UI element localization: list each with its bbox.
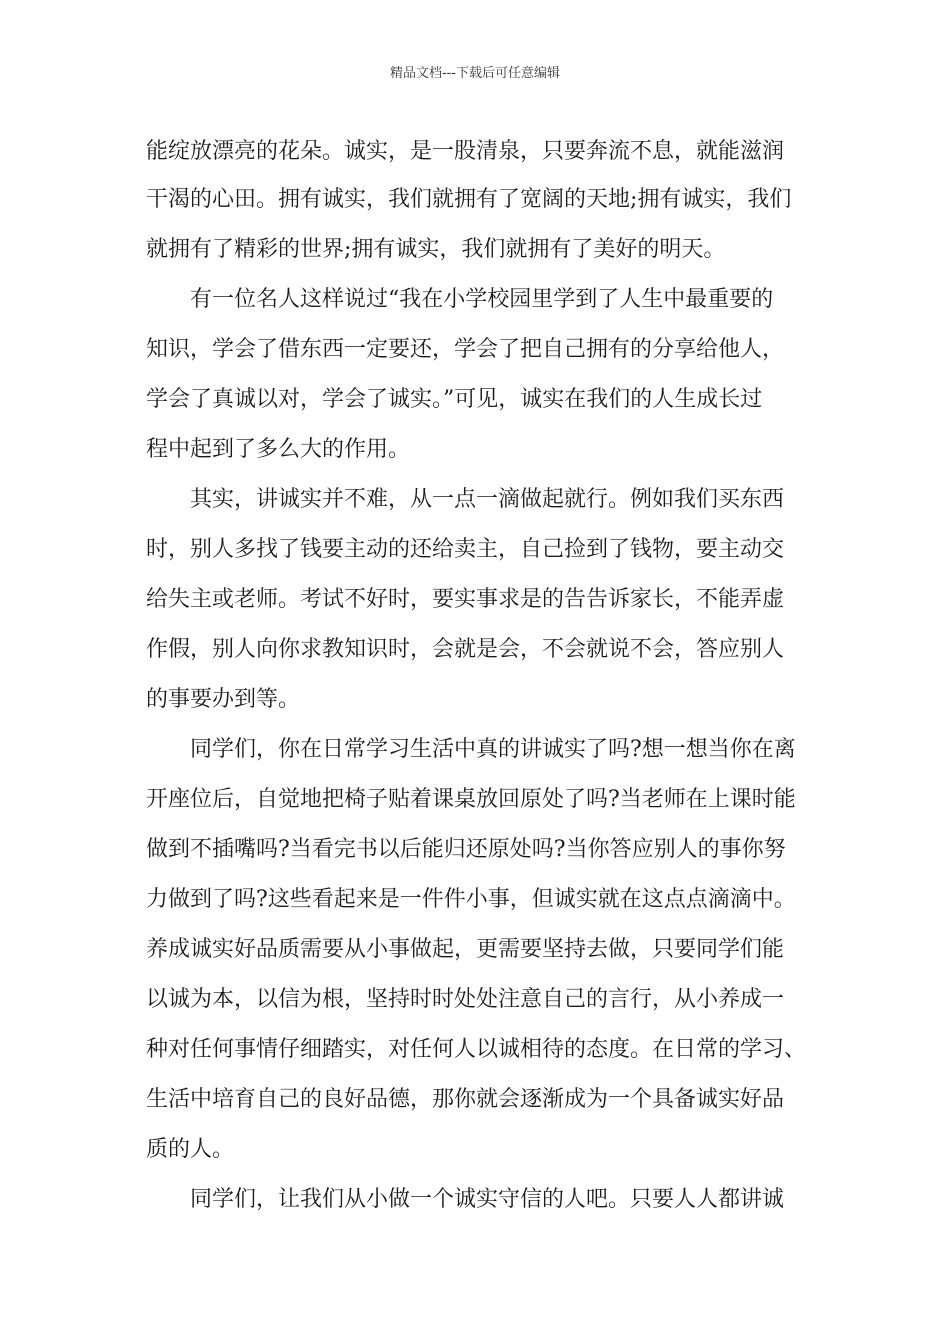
- text-line: 以诚为本，以信为根，坚持时时处处注意自己的言行，从小养成一: [146, 987, 785, 1012]
- text-line: 质的人。: [146, 1137, 235, 1162]
- paragraph-first-line: 有一位名人这样说过“我在小学校园里学到了人生中最重要的: [190, 287, 774, 312]
- text-line: 生活中培育自己的良好品德，那你就会逐渐成为一个具备诚实好品: [146, 1087, 785, 1112]
- text-line: 力做到了吗?这些看起来是一件件小事，但诚实就在这点点滴滴中。: [146, 887, 796, 912]
- text-line: 程中起到了多么大的作用。: [146, 437, 411, 462]
- text-line: 知识，学会了借东西一定要还，学会了把自己拥有的分享给他人，: [146, 337, 785, 362]
- text-line: 的事要办到等。: [146, 687, 301, 712]
- text-line: 开座位后，自觉地把椅子贴着课桌放回原处了吗?当老师在上课时能: [146, 787, 796, 812]
- text-line: 给失主或老师。考试不好时，要实事求是的告告诉家长，不能弄虚: [146, 587, 785, 612]
- paragraph-first-line: 同学们，让我们从小做一个诚实守信的人吧。只要人人都讲诚: [190, 1187, 785, 1212]
- text-line: 学会了真诚以对，学会了诚实。”可见，诚实在我们的人生成长过: [146, 387, 763, 412]
- text-line: 种对任何事情仔细踏实，对任何人以诚相待的态度。在日常的学习、: [146, 1037, 807, 1062]
- paragraph-first-line: 同学们，你在日常学习生活中真的讲诚实了吗?想一想当你在离: [190, 737, 796, 762]
- page-header: 精品文档---下载后可任意编辑: [389, 66, 561, 81]
- text-line: 作假，别人向你求教知识时，会就是会，不会就说不会，答应别人: [146, 637, 785, 662]
- text-line: 时，别人多找了钱要主动的还给卖主，自己捡到了钱物，要主动交: [146, 537, 785, 562]
- paragraph-first-line: 其实，讲诚实并不难，从一点一滴做起就行。例如我们买东西: [190, 487, 785, 512]
- text-line: 就拥有了精彩的世界;拥有诚实，我们就拥有了美好的明天。: [146, 237, 726, 262]
- text-line: 养成诚实好品质需要从小事做起，更需要坚持去做，只要同学们能: [146, 937, 785, 962]
- text-line: 能绽放漂亮的花朵。诚实，是一股清泉，只要奔流不息，就能滋润: [146, 139, 785, 164]
- text-line: 干渴的心田。拥有诚实，我们就拥有了宽阔的天地;拥有诚实，我们: [146, 187, 792, 212]
- text-line: 做到不插嘴吗?当看完书以后能归还原处吗?当你答应别人的事你努: [146, 837, 786, 862]
